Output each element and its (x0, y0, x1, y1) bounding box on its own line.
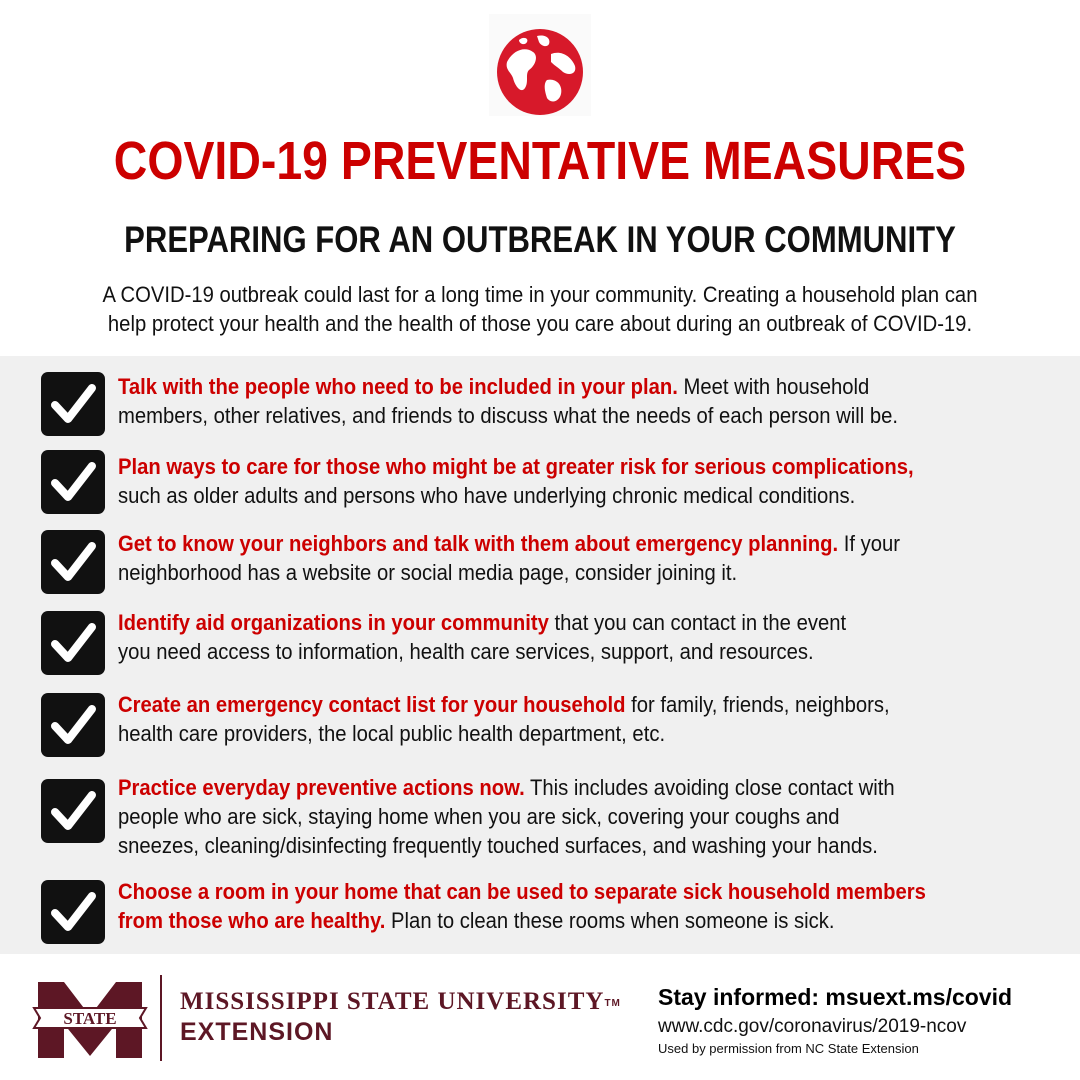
item-body: you need access to information, health care services, support, and resources. (118, 639, 814, 664)
item-body: that you can contact in the event (548, 610, 847, 635)
item-body: members, other relatives, and friends to discuss what the needs of each person will be. (118, 403, 899, 428)
item-text (118, 608, 1068, 666)
item-heading: Plan ways to care for those who might be at greater risk for serious complications, (118, 454, 914, 479)
item-body: neighborhood has a website or social media page, consider joining it. (118, 560, 738, 585)
checkbox-icon (41, 779, 105, 843)
item-body: people who are sick, staying home when you are sick, covering your coughs and (118, 804, 840, 829)
item-body: Meet with household (677, 374, 870, 399)
footer-divider (160, 975, 162, 1061)
item-heading: Choose a room in your home that can be used to separate sick household members (118, 879, 926, 904)
item-heading: Create an emergency contact list for your household (118, 692, 626, 717)
intro-line: help protect your health and the health of those you care about during an outbreak of COVID-19. (107, 311, 973, 336)
page-title: COVID-19 PREVENTATIVE MEASURES (113, 131, 967, 191)
item-body: such as older adults and persons who have underlying chronic medical conditions. (118, 483, 856, 508)
item-heading: from those who are healthy. (118, 908, 386, 933)
checkbox-icon (41, 372, 105, 436)
msu-state-m-logo (30, 978, 150, 1065)
item-body: health care providers, the local public health department, etc. (118, 721, 666, 746)
checkbox-icon (41, 450, 105, 514)
item-text (118, 372, 1068, 430)
intro-text (20, 280, 1060, 338)
trademark: TM (604, 997, 621, 1009)
permission-note: Used by permission from NC State Extension (658, 1041, 919, 1056)
item-body: This includes avoiding close contact with (524, 775, 895, 800)
item-text (118, 690, 1068, 748)
checkbox-icon (41, 611, 105, 675)
intro-line: A COVID-19 outbreak could last for a long time in your community. Creating a household plan can (102, 282, 978, 307)
item-body: Plan to clean these rooms when someone is sick. (385, 908, 835, 933)
item-body: for family, friends, neighbors, (625, 692, 890, 717)
extension-name: EXTENSION (180, 1018, 334, 1046)
item-heading: Practice everyday preventive actions now. (118, 775, 525, 800)
checkbox-icon (41, 693, 105, 757)
item-text (118, 773, 1068, 860)
cdc-link[interactable]: www.cdc.gov/coronavirus/2019-ncov (658, 1016, 967, 1037)
item-body: sneezes, cleaning/disinfecting frequently touched surfaces, and washing your hands. (118, 833, 878, 858)
logo-text: STATE (63, 1009, 117, 1028)
checkbox-icon (41, 880, 105, 944)
item-heading: Identify aid organizations in your community (118, 610, 549, 635)
item-heading: Get to know your neighbors and talk with them about emergency planning. (118, 531, 839, 556)
university-name-text: MISSISSIPPI STATE UNIVERSITY (180, 988, 605, 1015)
item-text (118, 529, 1068, 587)
item-body: If your (838, 531, 900, 556)
item-heading: Talk with the people who need to be included in your plan. (118, 374, 678, 399)
item-text (118, 877, 1068, 935)
checkbox-icon (41, 530, 105, 594)
page-subtitle: PREPARING FOR AN OUTBREAK IN YOUR COMMUNITY (124, 219, 956, 260)
globe-icon (489, 14, 591, 116)
university-name (180, 988, 621, 1016)
item-text (118, 452, 1068, 510)
stay-informed-link[interactable]: Stay informed: msuext.ms/covid (658, 984, 1013, 1010)
